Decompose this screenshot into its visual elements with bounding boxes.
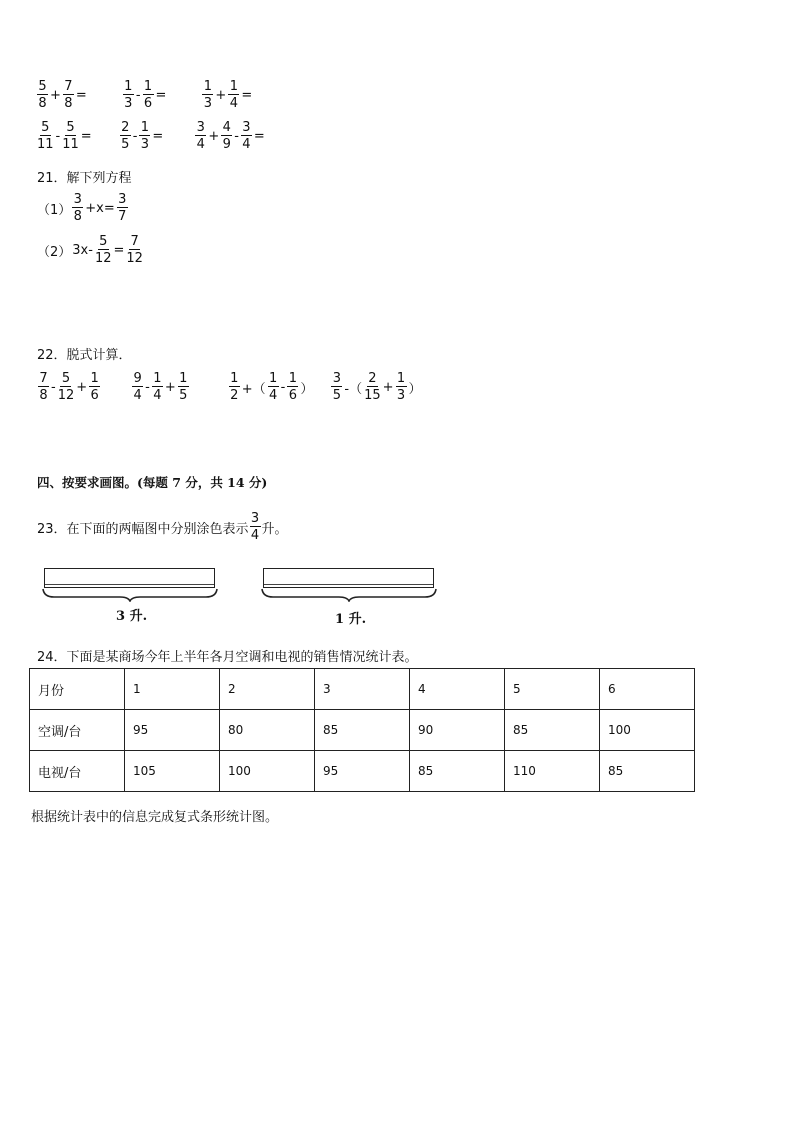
table-cell: 1	[125, 669, 220, 710]
operator: -	[51, 379, 56, 395]
q21-title: 21．解下列方程	[37, 171, 132, 186]
operator: 3x-	[72, 242, 93, 258]
fraction	[120, 121, 131, 151]
denominator: 4	[229, 96, 238, 111]
fraction	[221, 121, 232, 151]
numerator: 3	[73, 192, 82, 207]
denominator: 3	[203, 96, 213, 111]
numerator: 5	[61, 371, 71, 386]
bar-2-caption: 1 升.	[335, 612, 367, 627]
table-row	[30, 710, 695, 751]
fraction	[139, 121, 150, 151]
operator: +	[382, 379, 394, 395]
numerator: 1	[140, 120, 150, 135]
fraction	[268, 372, 279, 402]
table-cell: 95	[315, 751, 410, 792]
q22-expression	[228, 372, 315, 402]
bar-1-caption: 3 升.	[116, 609, 148, 624]
sales-table	[29, 668, 695, 792]
bar-2-brace	[261, 588, 437, 602]
calc-item	[122, 80, 168, 110]
denominator: 12	[57, 388, 75, 403]
denominator: 4	[133, 388, 142, 403]
table-cell: 空调/台	[30, 710, 125, 751]
denominator: 5	[332, 388, 342, 403]
denominator: 11	[62, 137, 79, 152]
operator: -（	[344, 381, 363, 397]
operator: +	[50, 87, 61, 103]
numerator: 5	[66, 120, 75, 135]
denominator: 3	[396, 388, 406, 403]
fraction	[241, 121, 252, 151]
operator: =	[253, 128, 265, 144]
numerator: 1	[203, 79, 213, 94]
numerator: 2	[368, 371, 377, 386]
calc-row-1	[36, 80, 253, 110]
calc-item	[194, 121, 266, 151]
numerator: 7	[64, 79, 73, 94]
operator: -	[135, 87, 141, 103]
operator: -	[132, 128, 138, 144]
denominator: 5	[121, 137, 130, 152]
q23-suffix: 升。	[261, 521, 288, 537]
operator: =	[75, 87, 87, 103]
denominator: 4	[250, 528, 260, 543]
q22-expressions	[37, 372, 423, 402]
operator: =	[241, 87, 253, 103]
numerator: 3	[118, 192, 127, 207]
numerator: 1	[179, 371, 188, 386]
table-cell: 2	[220, 669, 315, 710]
numerator: 1	[153, 371, 162, 386]
table-cell: 85	[410, 751, 505, 792]
equation-label: （2）	[37, 244, 72, 260]
denominator: 8	[73, 209, 82, 224]
denominator: 11	[37, 137, 54, 152]
bar-1-liter[interactable]	[263, 568, 434, 588]
denominator: 7	[118, 209, 127, 224]
section-4-heading: 四、按要求画图。(每题 7 分，共 14 分)	[37, 475, 268, 490]
fraction	[38, 372, 49, 402]
bar-3-liters[interactable]	[44, 568, 215, 588]
fraction	[63, 80, 74, 110]
denominator: 5	[179, 388, 188, 403]
denominator: 3	[140, 137, 150, 152]
operator: +	[215, 87, 227, 103]
table-cell: 3	[315, 669, 410, 710]
table-cell: 电视/台	[30, 751, 125, 792]
denominator: 12	[126, 251, 143, 266]
table-row	[30, 751, 695, 792]
calc-item	[36, 80, 88, 110]
table-cell: 85	[505, 710, 600, 751]
q22-title: 22．脱式计算．	[37, 348, 132, 363]
fraction	[58, 372, 75, 402]
q23-prefix: 23．在下面的两幅图中分别涂色表示	[37, 521, 249, 537]
numerator: 3	[250, 511, 260, 526]
denominator: 9	[222, 137, 231, 152]
denominator: 3	[124, 96, 133, 111]
q24-title: 24．下面是某商场今年上半年各月空调和电视的销售情况统计表。	[37, 650, 418, 665]
fraction	[143, 80, 154, 110]
table-cell: 月份	[30, 669, 125, 710]
denominator: 6	[90, 388, 99, 403]
fraction	[95, 235, 112, 265]
fraction	[37, 80, 48, 110]
denominator: 8	[64, 96, 73, 111]
numerator: 5	[41, 120, 50, 135]
fraction	[132, 372, 143, 402]
table-cell: 80	[220, 710, 315, 751]
fraction	[228, 80, 239, 110]
numerator: 2	[121, 120, 130, 135]
fraction	[331, 372, 342, 402]
calc-item	[119, 121, 165, 151]
numerator: 1	[90, 371, 99, 386]
numerator: 1	[230, 371, 239, 386]
numerator: 1	[288, 371, 298, 386]
table-cell: 110	[505, 751, 600, 792]
numerator: 1	[143, 79, 153, 94]
operator: =	[80, 128, 92, 144]
numerator: 5	[99, 234, 108, 249]
q22-expression	[330, 372, 422, 402]
fraction	[287, 372, 298, 402]
fraction	[37, 121, 54, 151]
table-cell: 100	[600, 710, 695, 751]
q22-expression	[131, 372, 190, 402]
fraction	[72, 193, 83, 223]
operator: ）	[408, 381, 422, 397]
fraction	[89, 372, 100, 402]
operator: ）	[300, 381, 314, 397]
operator: -	[145, 379, 150, 395]
equation-label: （1）	[37, 202, 72, 218]
denominator: 15	[364, 388, 381, 403]
numerator: 7	[130, 234, 139, 249]
fraction	[126, 235, 143, 265]
operator: +（	[241, 381, 266, 397]
calc-item	[36, 121, 93, 151]
denominator: 4	[153, 388, 162, 403]
denominator: 8	[38, 96, 47, 111]
denominator: 4	[242, 137, 251, 152]
table-cell: 95	[125, 710, 220, 751]
fraction	[62, 121, 79, 151]
operator: =	[113, 242, 125, 258]
fraction	[396, 372, 407, 402]
numerator: 4	[222, 120, 231, 135]
operator: =	[155, 87, 167, 103]
table-cell: 85	[600, 751, 695, 792]
numerator: 3	[332, 371, 342, 386]
table-cell: 100	[220, 751, 315, 792]
operator: +	[164, 379, 176, 395]
fraction	[123, 80, 134, 110]
numerator: 3	[242, 120, 251, 135]
table-cell: 105	[125, 751, 220, 792]
denominator: 4	[196, 137, 205, 152]
table-cell: 5	[505, 669, 600, 710]
q21-equation-2	[37, 235, 144, 265]
denominator: 12	[94, 251, 112, 266]
numerator: 7	[39, 371, 48, 386]
fraction	[178, 372, 189, 402]
calc-row-2	[36, 121, 266, 151]
numerator: 5	[38, 79, 47, 94]
denominator: 6	[143, 96, 153, 111]
bar-1-brace	[42, 588, 218, 602]
table-cell: 90	[410, 710, 505, 751]
denominator: 8	[39, 388, 48, 403]
fraction	[229, 372, 240, 402]
operator: +	[76, 379, 88, 395]
operator: -	[234, 128, 239, 144]
q23-fraction	[250, 512, 261, 542]
table-cell: 6	[600, 669, 695, 710]
equation-expression	[71, 235, 144, 265]
fraction	[195, 121, 206, 151]
numerator: 1	[229, 79, 238, 94]
operator: -	[280, 379, 286, 395]
operator: =	[152, 128, 164, 144]
equation-expression	[71, 193, 128, 223]
q21-equation-1	[37, 193, 129, 223]
calc-item	[201, 80, 253, 110]
fraction	[152, 372, 163, 402]
numerator: 3	[196, 120, 205, 135]
fraction	[202, 80, 213, 110]
table-cell: 85	[315, 710, 410, 751]
denominator: 4	[269, 388, 278, 403]
numerator: 1	[269, 371, 278, 386]
table-cell: 4	[410, 669, 505, 710]
denominator: 6	[288, 388, 298, 403]
q23-prompt	[37, 512, 288, 542]
numerator: 9	[133, 371, 142, 386]
fraction	[364, 372, 381, 402]
table-row	[30, 669, 695, 710]
numerator: 1	[396, 371, 406, 386]
denominator: 2	[230, 388, 239, 403]
operator: +x=	[85, 200, 115, 216]
q24-instruction: 根据统计表中的信息完成复式条形统计图。	[31, 810, 279, 825]
operator: -	[55, 128, 61, 144]
numerator: 1	[124, 79, 133, 94]
q22-expression	[37, 372, 101, 402]
operator: +	[208, 128, 220, 144]
fraction	[117, 193, 128, 223]
